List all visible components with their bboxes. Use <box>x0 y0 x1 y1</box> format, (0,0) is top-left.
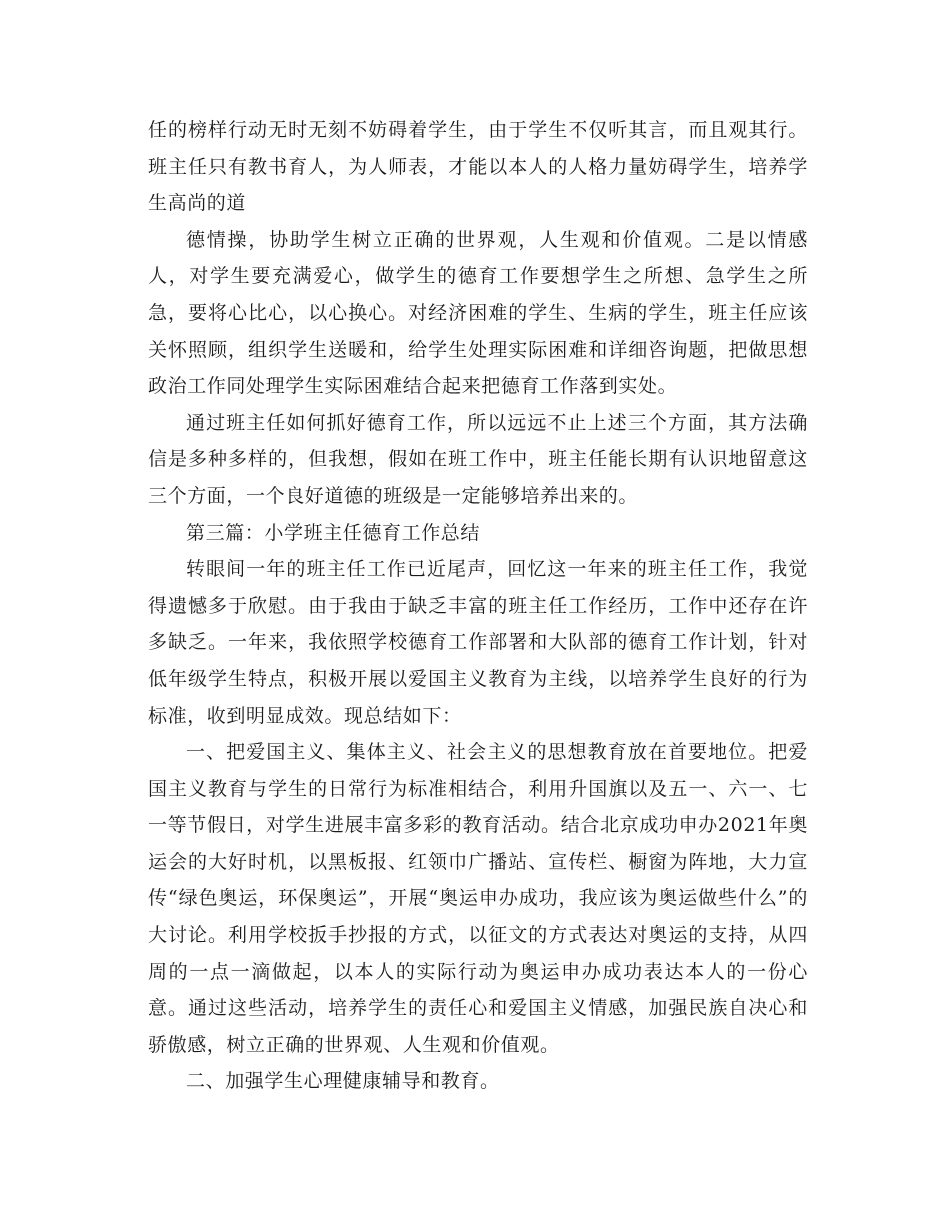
section-heading: 第三篇：小学班主任德育工作总结 <box>186 521 481 544</box>
paragraph-2: 德情操，协助学生树立正确的世界观，人生观和价值观。二是以情感人，对学生要充满爱心，做学生的德育工作要想学生之所想、急学生之所急，要将心比心，以心换心。对经济困难的学生、生病的学生，班主任应该关怀照顾，组织学生送暖和，给学生处理实际困难和详细咨询题，把做思想政治工作同处理学生实际困难结合起来把德育工作落到实处。 <box>148 228 808 398</box>
paragraph-5: 一、把爱国主义、集体主义、社会主义的思想教育放在首要地位。把爱国主义教育与学生的日常行为标准相结合，利用升国旗以及五一、六一、七一等节假日，对学生进展丰富多彩的教育活动。结合北京成功申办2021年奥运会的大好时机，以黑板报、红领巾广播站、宣传栏、橱窗为阵地，大力宣传“绿色奥运，环保奥运”，开展“奥运申办成功，我应该为奥运做些什么”的大讨论。利用学校扳手抄报的方式，以征文的方式表达对奥运的支持，从四周的一点一滴做起，以本人的实际行动为奥运申办成功表达本人的一份心意。通过这些活动，培养学生的责任心和爱国主义情感，加强民族自决心和骄傲感，树立正确的世界观、人生观和价值观。 <box>148 741 808 1056</box>
document-page <box>148 112 808 1100</box>
paragraph-1: 任的榜样行动无时无刻不妨碍着学生，由于学生不仅听其言，而且观其行。班主任只有教书育人，为人师表，才能以本人的人格力量妨碍学生，培养学生高尚的道 <box>148 119 808 215</box>
paragraph-6: 二、加强学生心理健康辅导和教育。 <box>186 1070 500 1093</box>
paragraph-3: 通过班主任如何抓好德育工作，所以远远不止上述三个方面，其方法确信是多种多样的，但我想，假如在班工作中，班主任能长期有认识地留意这三个方面，一个良好道德的班级是一定能够培养出来的。 <box>148 411 808 507</box>
paragraph-4: 转眼间一年的班主任工作已近尾声，回忆这一年来的班主任工作，我觉得遗憾多于欣慰。由于我由于缺乏丰富的班主任工作经历，工作中还存在许多缺乏。一年来，我依照学校德育工作部署和大队部的德育工作计划，针对低年级学生特点，积极开展以爱国主义教育为主线，以培养学生良好的行为标准，收到明显成效。现总结如下： <box>148 558 808 727</box>
